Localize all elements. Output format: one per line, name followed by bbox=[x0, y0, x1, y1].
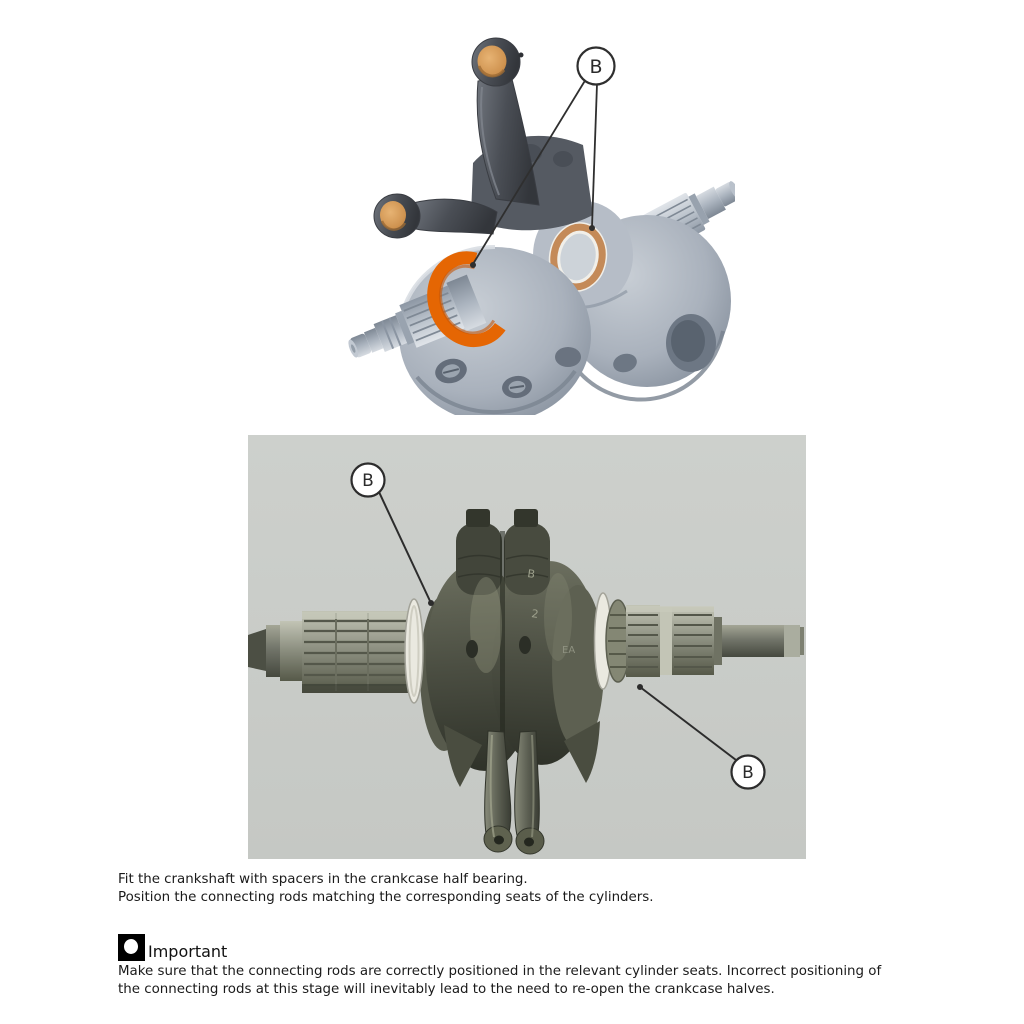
important-note-header bbox=[118, 934, 227, 961]
instruction-text bbox=[118, 871, 654, 907]
instruction-line-2: Position the connecting rods matching the corresponding seats of the cylinders. bbox=[118, 890, 654, 905]
callout-label: B bbox=[362, 471, 374, 491]
important-note-line-1: Make sure that the connecting rods are correctly positioned in the relevant cylinder seats. Incorrect positioning of bbox=[118, 964, 882, 979]
callout-label: B bbox=[589, 56, 603, 78]
stamp-mark: EA bbox=[562, 645, 576, 656]
callout-label: B bbox=[742, 763, 754, 783]
crankshaft-spacers-illustration bbox=[325, 5, 735, 415]
instruction-line-1: Fit the crankshaft with spacers in the crankcase half bearing. bbox=[118, 872, 528, 887]
important-note-line-2: the connecting rods at this stage will inevitably lead to the need to re-open the crankcase halves. bbox=[118, 981, 775, 997]
important-icon-dot bbox=[124, 939, 138, 954]
stamp-mark: B bbox=[526, 567, 536, 582]
important-note-title: Important bbox=[148, 942, 228, 961]
screw-hole bbox=[555, 347, 581, 367]
stamp-mark: 2 bbox=[530, 607, 540, 621]
crankshaft-photo bbox=[248, 435, 806, 859]
important-icon bbox=[118, 934, 145, 961]
important-note-body bbox=[118, 963, 881, 998]
spacer-washer-left bbox=[405, 599, 423, 703]
